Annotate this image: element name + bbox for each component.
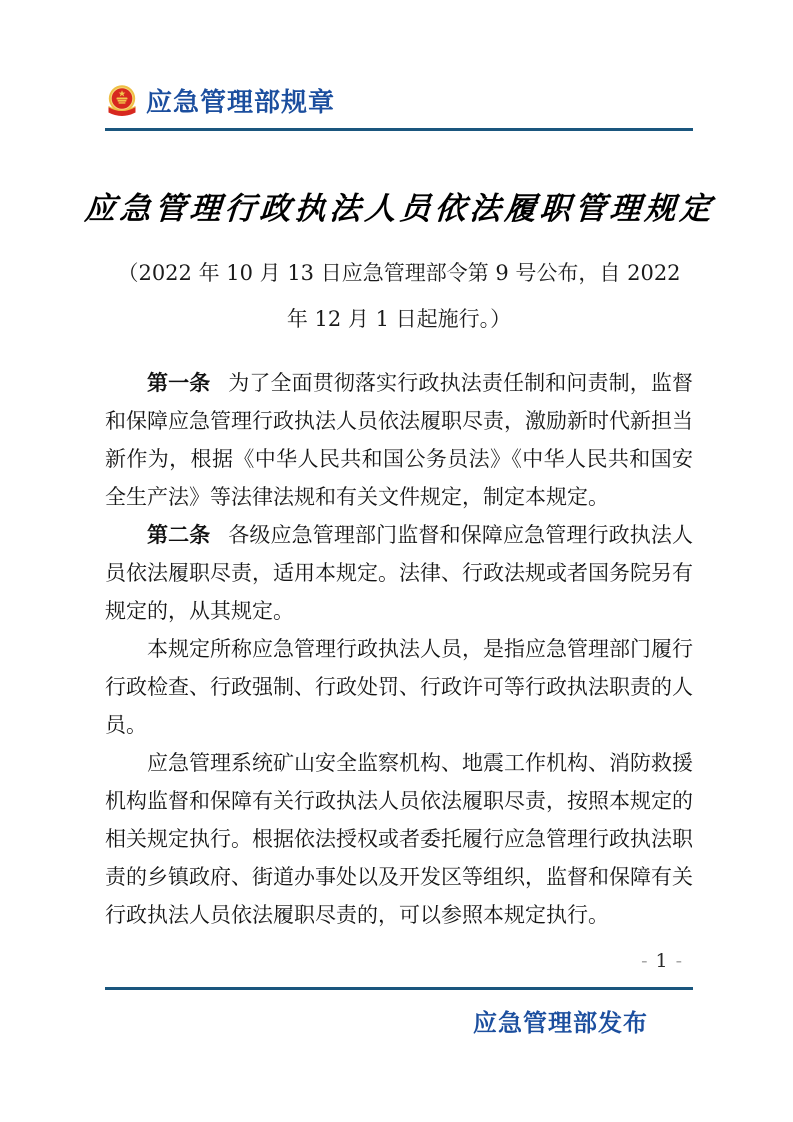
article-paragraph	[105, 364, 693, 516]
promulgation-note: （2022 年 10 月 13 日应急管理部令第 9 号公布，自 2022 年 12 月 1 日起施行。）	[117, 261, 681, 331]
national-emblem-icon	[105, 84, 139, 118]
document-title: 应急管理行政执法人员依法履职管理规定	[83, 191, 717, 227]
header-rule	[105, 128, 693, 131]
article-number-label: 第一条	[147, 371, 211, 395]
footer-rule	[105, 987, 693, 990]
page-number-dash: -	[675, 950, 684, 972]
article-text: 本规定所称应急管理行政执法人员，是指应急管理部门履行行政检查、行政强制、行政处罚、行政许可等行政执法职责的人员。	[105, 637, 693, 737]
article-number-label: 第二条	[147, 523, 211, 547]
publisher-label: 应急管理部发布	[473, 1009, 648, 1037]
article-text: 各级应急管理部门监督和保障应急管理行政执法人员依法履职尽责，适用本规定。法律、行政法规或者国务院另有规定的，从其规定。	[105, 523, 694, 623]
article-paragraph	[105, 744, 693, 934]
page-number-dash: -	[641, 950, 650, 972]
page-number-value: 1	[655, 950, 670, 972]
article-paragraph	[105, 630, 693, 744]
page-number	[635, 950, 690, 972]
article-text: 为了全面贯彻落实行政执法责任制和问责制，监督和保障应急管理行政执法人员依法履职尽责，激励新时代新担当新作为，根据《中华人民共和国公务员法》《中华人民共和国安全生产法》等法律法规和有关文件规定，制定本规定。	[105, 371, 694, 509]
document-kind-label: 应急管理部规章	[146, 88, 336, 118]
article-paragraph	[105, 516, 693, 630]
document-header	[105, 82, 693, 119]
article-text: 应急管理系统矿山安全监察机构、地震工作机构、消防救援机构监督和保障有关行政执法人员依法履职尽责，按照本规定的相关规定执行。根据依法授权或者委托履行应急管理行政执法职责的乡镇政府、街道办事处以及开发区等组织，监督和保障有关行政执法人员依法履职尽责的，可以参照本规定执行。	[105, 751, 693, 927]
document-body	[105, 364, 693, 934]
